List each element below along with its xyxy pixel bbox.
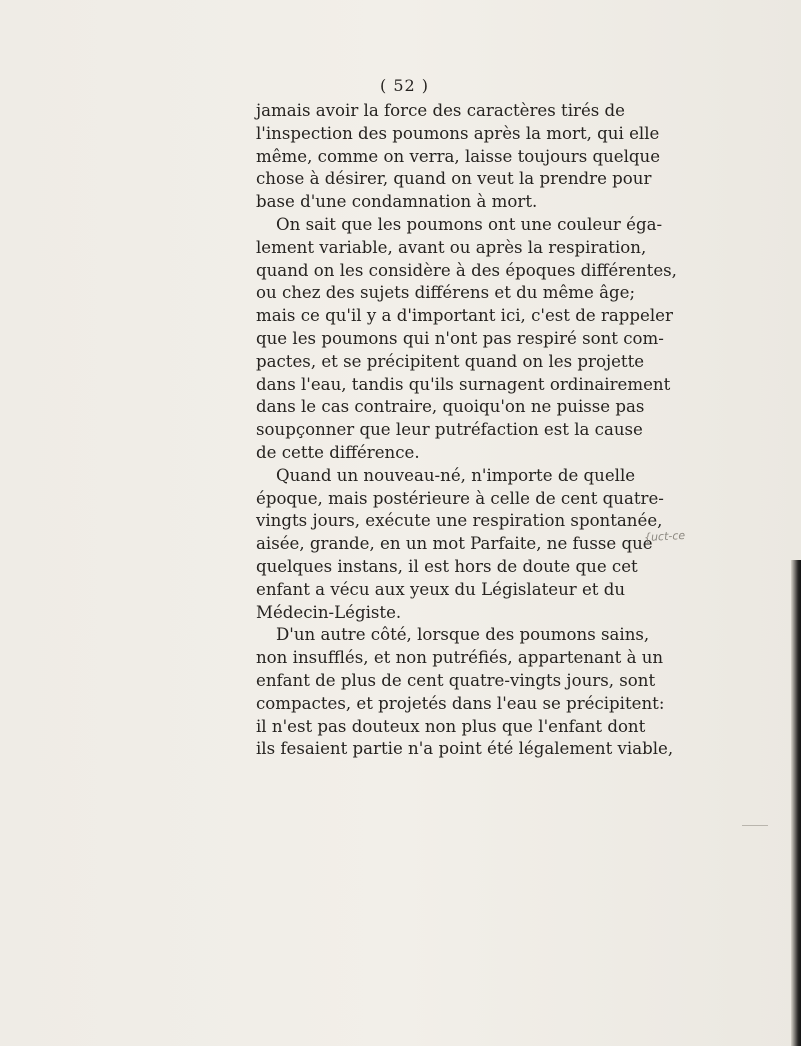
text-line: Médecin-Légiste. [256,602,402,622]
text-line: vingts jours, exécute une respiration spontanée, [256,511,663,531]
text-line: Quand un nouveau-né, n'importe de quelle [276,465,636,485]
text-line: dans le cas contraire, quoiqu'on ne puisse pas [256,397,645,417]
text-line: ils fesaient partie n'a point été légalement viable, [256,739,674,759]
text-line: il n'est pas douteux non plus que l'enfant dont [256,716,646,736]
text-line: D'un autre côté, lorsque des poumons sains, [276,625,650,645]
text-line: enfant de plus de cent quatre-vingts jours, sont [256,670,656,690]
page-number: ( 52 ) [380,76,430,95]
text-line: époque, mais postérieure à celle de cent quatre- [256,488,664,508]
text-line: On sait que les poumons ont une couleur éga- [276,214,663,234]
margin-dash [742,825,768,826]
text-line: même, comme on verra, laisse toujours quelque [256,146,661,166]
handwritten-margin-note: {uct-ce [643,528,686,545]
text-line: compactes, et projetés dans l'eau se précipitent: [256,693,665,713]
text-line: lement variable, avant ou après la respiration, [256,237,647,257]
text-line: que les poumons qui n'ont pas respiré sont com- [256,328,664,348]
text-line: soupçonner que leur putréfaction est la cause [256,420,643,440]
text-line: non insufflés, et non putréfiés, appartenant à un [256,648,664,668]
text-line: jamais avoir la force des caractères tirés de [256,101,625,120]
text-line: chose à désirer, quand on veut la prendre pour [256,169,652,189]
text-line: dans l'eau, tandis qu'ils surnagent ordinairement [256,374,671,394]
text-line: enfant a vécu aux yeux du Législateur et du [256,579,626,599]
text-line: quand on les considère à des époques différentes, [256,260,677,280]
text-line: pactes, et se précipitent quand on les projette [256,351,645,371]
text-line: mais ce qu'il y a d'important ici, c'est de rappeler [256,306,673,326]
page-edge-shadow [791,560,801,1046]
text-line: quelques instans, il est hors de doute que cet [256,556,638,576]
text-line: l'inspection des poumons après la mort, qui elle [256,123,660,143]
text-line: base d'une condamnation à mort. [256,192,538,212]
text-line: aisée, grande, en un mot Parfaite, ne fusse que [256,534,653,554]
text-line: ou chez des sujets différens et du même âge; [256,283,636,303]
text-line: de cette différence. [256,442,420,462]
